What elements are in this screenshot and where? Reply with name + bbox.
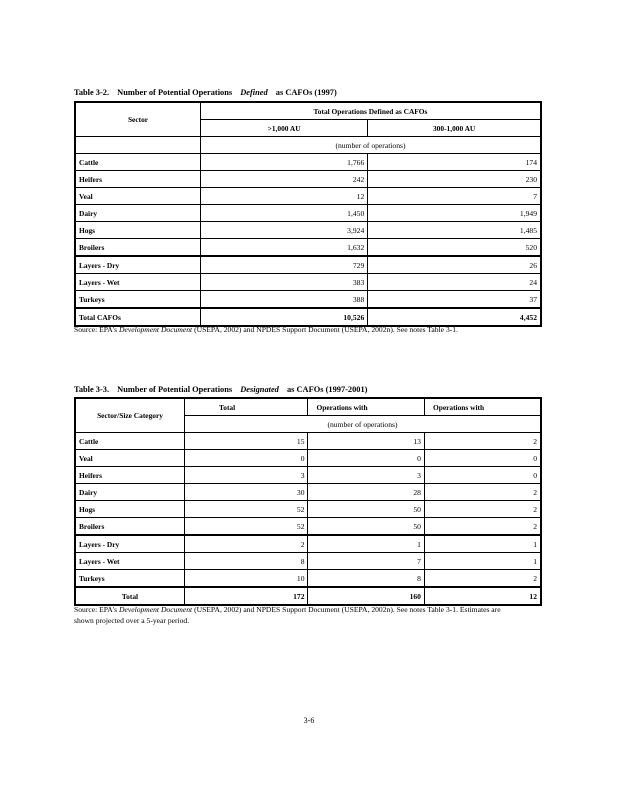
- table2-source-post: (USEPA, 2002) and NPDES Support Document (USEPA, 2002n). See notes Table 3-1. Estimates are shown projected over a 5-year period.: [74, 605, 501, 625]
- page-number: 3-6: [303, 716, 315, 725]
- value-operations-with: 3: [308, 467, 424, 484]
- table2-col3: Operations with: [424, 398, 541, 416]
- value-300-1000-au: 1,485: [368, 222, 541, 239]
- value-300-1000-au: 37: [368, 291, 541, 309]
- table-row: [75, 239, 541, 257]
- table1-col1: >1,000 AU: [201, 120, 368, 137]
- table1-caption-post: as CAFOs (1997): [275, 88, 337, 97]
- value-total: 15: [185, 433, 308, 450]
- value-operations-with: 50: [308, 518, 424, 536]
- row-label: Total: [75, 587, 185, 605]
- table-row: [75, 433, 541, 450]
- value-operations-with: 8: [308, 570, 424, 588]
- value-total: 52: [185, 501, 308, 518]
- row-label: Veal: [75, 188, 201, 205]
- table2-source: [74, 604, 522, 626]
- table1-source-italic: Development Document: [118, 325, 193, 334]
- row-label: Layers - Wet: [75, 274, 201, 291]
- value-over-1000-au: 3,924: [201, 222, 368, 239]
- row-label: Heifers: [75, 467, 185, 484]
- table2-caption-italic: Designated: [240, 385, 279, 394]
- table2-header-sector: Sector/Size Category: [75, 398, 185, 433]
- row-label: Broilers: [75, 239, 201, 257]
- row-label: Dairy: [75, 205, 201, 222]
- value-300-1000-au: 230: [368, 171, 541, 188]
- value-operations-with-2: 2: [424, 484, 541, 501]
- value-total: 0: [185, 450, 308, 467]
- value-operations-with-2: 2: [424, 501, 541, 518]
- table-row: [75, 450, 541, 467]
- value-operations-with: 1: [308, 535, 424, 553]
- table1-units: (number of operations): [201, 137, 542, 154]
- table1-header-sector: Sector: [75, 102, 201, 137]
- value-operations-with-2: 1: [424, 553, 541, 570]
- value-over-1000-au: 729: [201, 256, 368, 274]
- table-row: [75, 171, 541, 188]
- value-operations-with: 50: [308, 501, 424, 518]
- value-300-1000-au: 26: [368, 256, 541, 274]
- table-row: [75, 570, 541, 588]
- value-operations-with: 7: [308, 553, 424, 570]
- row-label: Veal: [75, 450, 185, 467]
- value-total: 172: [185, 587, 308, 605]
- row-label: Hogs: [75, 501, 185, 518]
- value-operations-with: 13: [308, 433, 424, 450]
- value-over-1000-au: 1,766: [201, 154, 368, 171]
- value-total: 52: [185, 518, 308, 536]
- row-label: Turkeys: [75, 570, 185, 588]
- table-row: [75, 518, 541, 536]
- value-total: 30: [185, 484, 308, 501]
- table-row: [75, 501, 541, 518]
- value-300-1000-au: 1,949: [368, 205, 541, 222]
- table1: [74, 101, 542, 327]
- value-operations-with-2: 2: [424, 518, 541, 536]
- value-total: 3: [185, 467, 308, 484]
- table1-source-post: (USEPA, 2002) and NPDES Support Document (USEPA, 2002n). See notes Table 3-1.: [194, 325, 458, 334]
- table1-caption: [74, 88, 343, 97]
- row-label: Hogs: [75, 222, 201, 239]
- table2-source-italic: Development Document: [118, 605, 193, 614]
- value-300-1000-au: 4,452: [368, 308, 541, 326]
- row-label: Turkeys: [75, 291, 201, 309]
- table1-col2: 300-1,000 AU: [368, 120, 541, 137]
- table1-units-blank: [75, 137, 201, 154]
- table1-source-pre: Source: EPA's: [74, 325, 118, 334]
- value-operations-with: 0: [308, 450, 424, 467]
- row-label: Heifers: [75, 171, 201, 188]
- table1-caption-italic: Defined: [240, 88, 268, 97]
- table-row: [75, 535, 541, 553]
- value-operations-with-2: 1: [424, 535, 541, 553]
- row-label: Cattle: [75, 433, 185, 450]
- table-row: [75, 291, 541, 309]
- value-operations-with: 28: [308, 484, 424, 501]
- table-row: [75, 274, 541, 291]
- value-operations-with-2: 2: [424, 570, 541, 588]
- value-over-1000-au: 1,450: [201, 205, 368, 222]
- table-row: [75, 188, 541, 205]
- row-label: Cattle: [75, 154, 201, 171]
- table1-caption-label: Table 3-2.: [74, 88, 110, 97]
- value-operations-with: 160: [308, 587, 424, 605]
- table2-units: (number of operations): [185, 416, 542, 433]
- table2-caption-label: Table 3-3.: [74, 385, 110, 394]
- table-row: [75, 205, 541, 222]
- value-total: 2: [185, 535, 308, 553]
- value-300-1000-au: 520: [368, 239, 541, 257]
- value-300-1000-au: 7: [368, 188, 541, 205]
- value-operations-with-2: 2: [424, 433, 541, 450]
- row-label: Broilers: [75, 518, 185, 536]
- value-total: 8: [185, 553, 308, 570]
- value-over-1000-au: 242: [201, 171, 368, 188]
- table-row: [75, 256, 541, 274]
- table-row: [75, 222, 541, 239]
- row-label: Total CAFOs: [75, 308, 201, 326]
- value-over-1000-au: 10,526: [201, 308, 368, 326]
- value-300-1000-au: 174: [368, 154, 541, 171]
- table-row: [75, 587, 541, 605]
- table2-caption: [74, 385, 373, 394]
- table2-col2: Operations with: [308, 398, 424, 416]
- value-over-1000-au: 12: [201, 188, 368, 205]
- table-row: [75, 553, 541, 570]
- table2-caption-post: as CAFOs (1997-2001): [286, 385, 368, 394]
- table2-caption-pre: Number of Potential Operations: [117, 385, 233, 394]
- row-label: Layers - Wet: [75, 553, 185, 570]
- value-operations-with-2: 12: [424, 587, 541, 605]
- table2-col1: Total: [185, 398, 308, 416]
- value-operations-with-2: 0: [424, 450, 541, 467]
- value-over-1000-au: 383: [201, 274, 368, 291]
- table1-header-group: Total Operations Defined as CAFOs: [201, 102, 542, 120]
- row-label: Layers - Dry: [75, 256, 201, 274]
- table2-source-pre: Source: EPA's: [74, 605, 118, 614]
- value-operations-with-2: 0: [424, 467, 541, 484]
- table-row: [75, 154, 541, 171]
- table1-caption-pre: Number of Potential Operations: [117, 88, 233, 97]
- value-300-1000-au: 24: [368, 274, 541, 291]
- table-row: [75, 484, 541, 501]
- value-over-1000-au: 1,632: [201, 239, 368, 257]
- table1-source: [74, 324, 522, 335]
- row-label: Layers - Dry: [75, 535, 185, 553]
- table2: [74, 397, 542, 606]
- row-label: Dairy: [75, 484, 185, 501]
- value-total: 10: [185, 570, 308, 588]
- value-over-1000-au: 388: [201, 291, 368, 309]
- table-row: [75, 467, 541, 484]
